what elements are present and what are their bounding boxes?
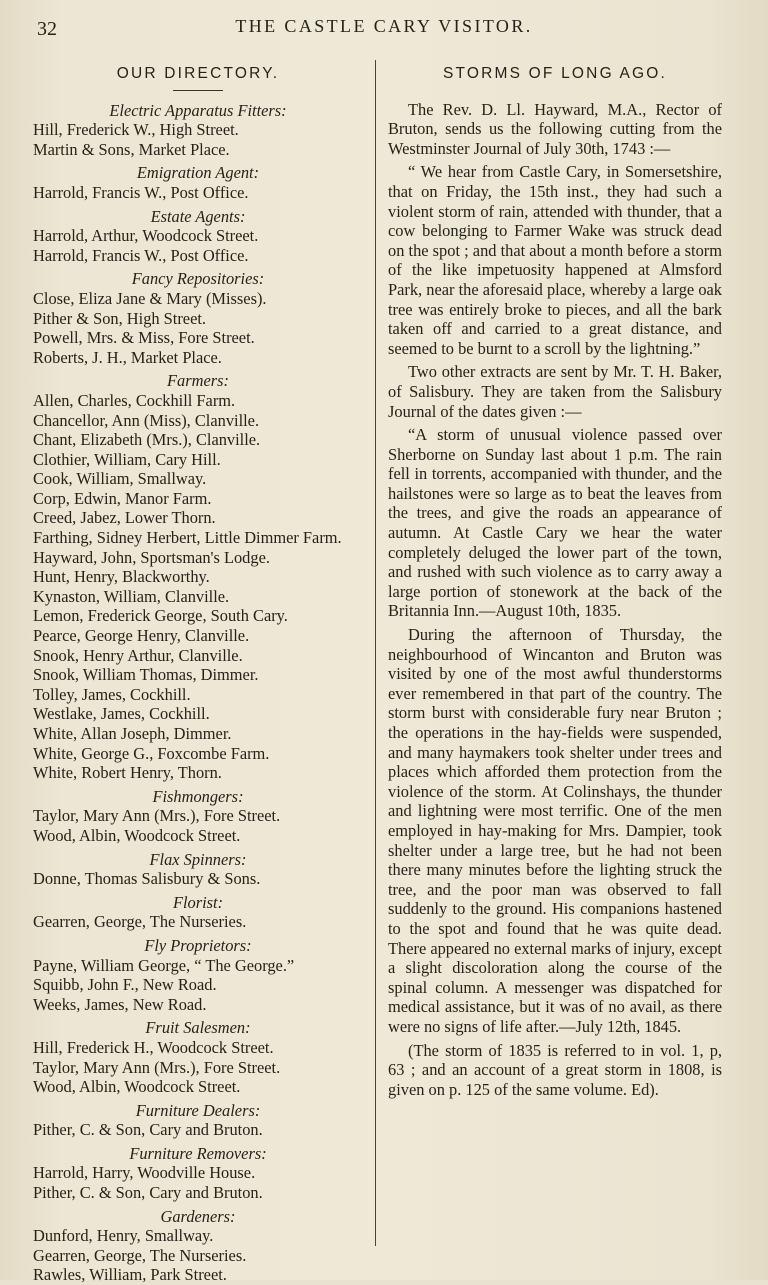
directory-category: Fishmongers: bbox=[152, 786, 244, 806]
directory-entry: Martin & Sons, Market Place. bbox=[33, 139, 230, 159]
directory-entry: Hunt, Henry, Blackworthy. bbox=[33, 567, 210, 587]
directory-entry: Hill, Frederick W., High Street. bbox=[33, 120, 239, 140]
directory-category: Flax Spinners: bbox=[149, 849, 247, 869]
directory-entry: White, Allan Joseph, Dimmer. bbox=[33, 724, 232, 743]
directory-entry: Allen, Charles, Cockhill Farm. bbox=[33, 390, 236, 410]
directory-entry: Westlake, James, Cockhill. bbox=[33, 704, 210, 724]
directory-entry: Hayward, John, Sportsman's Lodge. bbox=[33, 547, 270, 567]
article-paragraph: “A storm of unusual violence passed over Sherborne on Sunday last about 1 p.m. The rain fell in torrents, accompanied with thunder, and the hailstones were so large as to beat the leaves from the trees, and give the roads an appearance of autumn. At Castle Cary we hear the water completely deluged the lower part of the town, and rushed with such violence as to carry away a large portion of stonework at the back of the Britannia Inn.—August 10th, 1835. bbox=[388, 425, 722, 621]
storms-heading: STORMS OF LONG AGO. bbox=[442, 65, 668, 82]
directory-entry: Snook, William Thomas, Dimmer. bbox=[33, 665, 259, 685]
directory-category: Farmers: bbox=[167, 371, 229, 391]
directory-category: Furniture Dealers: bbox=[135, 1100, 261, 1120]
directory-entry: Roberts, J. H., Market Place. bbox=[33, 347, 222, 367]
page-number: 32 bbox=[37, 18, 57, 40]
directory-entry: Pither, C. & Son, Cary and Bruton. bbox=[33, 1183, 263, 1203]
directory-entry: Wood, Albin, Woodcock Street. bbox=[33, 1077, 241, 1097]
directory-category: Electric Apparatus Fitters: bbox=[109, 100, 287, 120]
directory-entry: Pither & Son, High Street. bbox=[33, 308, 207, 328]
article-paragraph: “ We hear from Castle Cary, in Somersetshire, that on Friday, the 15th inst., they had such a violent storm of rain, attended with thunder, that a cow belonging to Farmer Wake was struck dead on the spot ; and that about a month before a storm of the like impetuosity happened at Almsford Park, near the aforesaid place, whereby a large oak tree was entirely broke to pieces, and all the bark taken off and carried to a great distance, and seemed to be burnt to a scroll by the lightning.” bbox=[388, 162, 722, 358]
directory-entry: Powell, Mrs. & Miss, Fore Street. bbox=[33, 328, 255, 348]
directory-entry: Rawles, William, Park Street. bbox=[33, 1265, 227, 1285]
article-paragraph: The Rev. D. Ll. Hayward, M.A., Rector of Bruton, sends us the following cutting from the Westminster Journal of July 30th, 1743 :— bbox=[388, 99, 722, 158]
column-divider bbox=[375, 60, 376, 1246]
directory-entry: Clothier, William, Cary Hill. bbox=[33, 449, 221, 469]
directory-category: Fruit Salesmen: bbox=[145, 1018, 251, 1038]
directory-entry: Creed, Jabez, Lower Thorn. bbox=[33, 508, 216, 528]
directory-entry: Farthing, Sidney Herbert, Little Dimmer Farm. bbox=[33, 528, 342, 548]
directory-entry: Taylor, Mary Ann (Mrs.), Fore Street. bbox=[33, 806, 281, 826]
directory-entry: Tolley, James, Cockhill. bbox=[33, 684, 191, 704]
directory-entry: Chancellor, Ann (Miss), Clanville. bbox=[33, 410, 260, 430]
directory-entry: Harrold, Arthur, Woodcock Street. bbox=[33, 226, 259, 246]
article-paragraph: During the afternoon of Thursday, the neighbourhood of Wincanton and Bruton was visited by one of the most awful thunderstorms ever remembered in that part of the country. The storm burst with considerable fury near Bruton ; the operations in the hay-fields were suspended, and many haymakers took shelter under trees and places which afforded them protection from the violence of the storm. At Colinshays, the thunder and lightning were most terrific. One of the men employed in hay-making for Mrs. Dampier, took shelter under a large tree, but he had not been there many minutes before the lighting struck the tree, and the poor man was observed to fall suddenly to the ground. His companions hastened to the spot and found that he was quite dead. There appeared no external marks of injury, except a slight discoloration along the course of the spinal column. A messenger was dispatched for medical assistance, but it was of no avail, as there were no signs of life after.—July 12th, 1845. bbox=[388, 625, 722, 1036]
directory-category: Fancy Repositories: bbox=[131, 269, 265, 289]
directory-entry: White, George G., Foxcombe Farm. bbox=[33, 743, 270, 763]
directory-entry: Harrold, Francis W., Post Office. bbox=[33, 245, 249, 265]
directory-heading: OUR DIRECTORY. bbox=[116, 65, 280, 82]
directory-category: Estate Agents: bbox=[150, 206, 246, 226]
directory-entry: Weeks, James, New Road. bbox=[33, 994, 207, 1014]
directory-category: Emigration Agent: bbox=[136, 163, 260, 183]
directory-entry: Gearren, George, The Nurseries. bbox=[33, 1245, 247, 1265]
directory-entry: Corp, Edwin, Manor Farm. bbox=[33, 488, 212, 508]
directory-entry: White, Robert Henry, Thorn. bbox=[33, 763, 222, 783]
directory-entry: Payne, William George, “ The George.” bbox=[33, 955, 295, 975]
directory-entry: Hill, Frederick H., Woodcock Street. bbox=[33, 1037, 274, 1057]
storms-body bbox=[388, 100, 722, 1100]
directory-entry: Lemon, Frederick George, South Cary. bbox=[33, 606, 288, 626]
directory-category: Furniture Removers: bbox=[129, 1143, 267, 1163]
directory-entry: Squibb, John F., New Road. bbox=[33, 975, 217, 995]
directory-entry: Cook, William, Smallway. bbox=[33, 469, 207, 489]
directory-entry: Snook, Henry Arthur, Clanville. bbox=[33, 645, 243, 665]
directory-entry: Kynaston, William, Clanville. bbox=[33, 586, 230, 606]
directory-entry: Harrold, Francis W., Post Office. bbox=[33, 182, 249, 202]
directory-entry: Donne, Thomas Salisbury & Sons. bbox=[33, 869, 261, 889]
directory-category: Florist: bbox=[172, 892, 224, 912]
article-paragraph: Two other extracts are sent by Mr. T. H. Baker, of Salisbury. They are taken from the Salisbury Journal of the dates given :— bbox=[388, 362, 722, 421]
directory-category: Fly Proprietors: bbox=[144, 935, 252, 955]
directory-category: Gardeners: bbox=[160, 1206, 236, 1226]
directory-column bbox=[33, 58, 363, 1285]
directory-entry: Pither, C. & Son, Cary and Bruton. bbox=[33, 1120, 263, 1140]
running-title: THE CASTLE CARY VISITOR. bbox=[235, 16, 533, 36]
directory-entry: Taylor, Mary Ann (Mrs.), Fore Street. bbox=[33, 1057, 281, 1077]
directory-entry: Wood, Albin, Woodcock Street. bbox=[33, 825, 241, 845]
directory-entry: Harrold, Harry, Woodville House. bbox=[33, 1163, 256, 1183]
heading-rule bbox=[173, 90, 223, 91]
directory-entry: Chant, Elizabeth (Mrs.), Clanville. bbox=[33, 430, 261, 450]
directory-entry: Close, Eliza Jane & Mary (Misses). bbox=[33, 288, 267, 308]
directory-entry: Pearce, George Henry, Clanville. bbox=[33, 626, 250, 646]
directory-entry: Dunford, Henry, Smallway. bbox=[33, 1226, 214, 1246]
directory-body bbox=[33, 101, 363, 1285]
article-paragraph: (The storm of 1835 is referred to in vol. 1, p, 63 ; and an account of a great storm in 1808, is given on p. 125 of the same volume. Ed). bbox=[388, 1040, 722, 1099]
storms-column bbox=[388, 58, 722, 1103]
directory-entry: Gearren, George, The Nurseries. bbox=[33, 912, 247, 932]
page-header bbox=[0, 16, 768, 44]
